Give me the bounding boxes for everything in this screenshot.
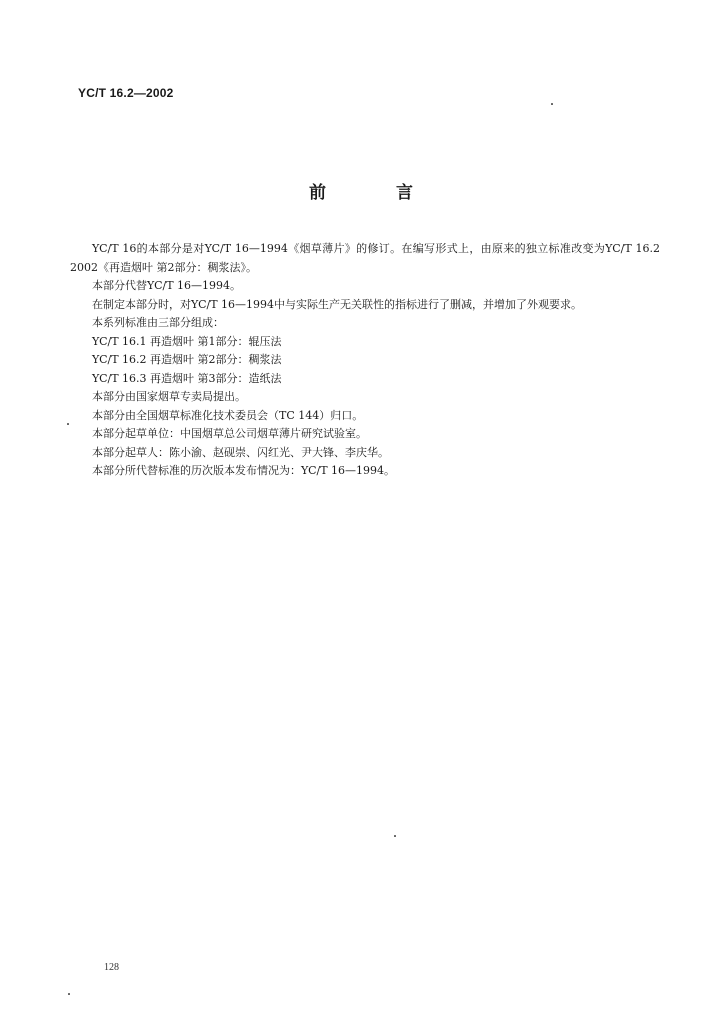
scan-speck	[68, 993, 70, 995]
scan-speck	[67, 423, 69, 425]
paragraph-centralized-by: 本部分由全国烟草标准化技术委员会（TC 144）归口。	[92, 408, 364, 422]
scan-speck	[394, 835, 396, 837]
page-number: 128	[104, 962, 119, 973]
paragraph-part-3: YC/T 16.3 再造烟叶 第3部分：造纸法	[92, 371, 282, 385]
paragraph-history: 本部分所代替标准的历次版本发布情况为：YC/T 16—1994。	[92, 464, 396, 477]
paragraph-replaces: 本部分代替YC/T 16—1994。	[92, 279, 242, 292]
scan-speck	[551, 103, 553, 105]
paragraph-part-1: YC/T 16.1 再造烟叶 第1部分：辊压法	[92, 334, 282, 348]
page-title: 前 言	[309, 183, 445, 203]
paragraph-series-intro: 本系列标准由三部分组成：	[92, 316, 224, 329]
paragraph-proposed-by: 本部分由国家烟草专卖局提出。	[92, 390, 246, 403]
paragraph-changes: 在制定本部分时，对YC/T 16—1994中与实际生产无关联性的指标进行了删减，并增加了外观要求。	[92, 297, 583, 311]
paragraph-drafting-unit: 本部分起草单位：中国烟草总公司烟草薄片研究试验室。	[92, 427, 367, 440]
paragraph-part-2: YC/T 16.2 再造烟叶 第2部分：稠浆法	[92, 353, 282, 366]
paragraph-drafters: 本部分起草人：陈小渝、赵砚崇、闪红光、尹大锋、李庆华。	[92, 445, 389, 459]
paragraph-revision: YC/T 16的本部分是对YC/T 16—1994《烟草薄片》的修订。在编写形式上，由原来的独立标准改变为YC/T 16.2 2002《再造烟叶 第2部分：稠浆法》。	[70, 242, 660, 274]
foreword-body	[70, 240, 660, 481]
standard-code: YC/T 16.2—2002	[78, 86, 174, 100]
